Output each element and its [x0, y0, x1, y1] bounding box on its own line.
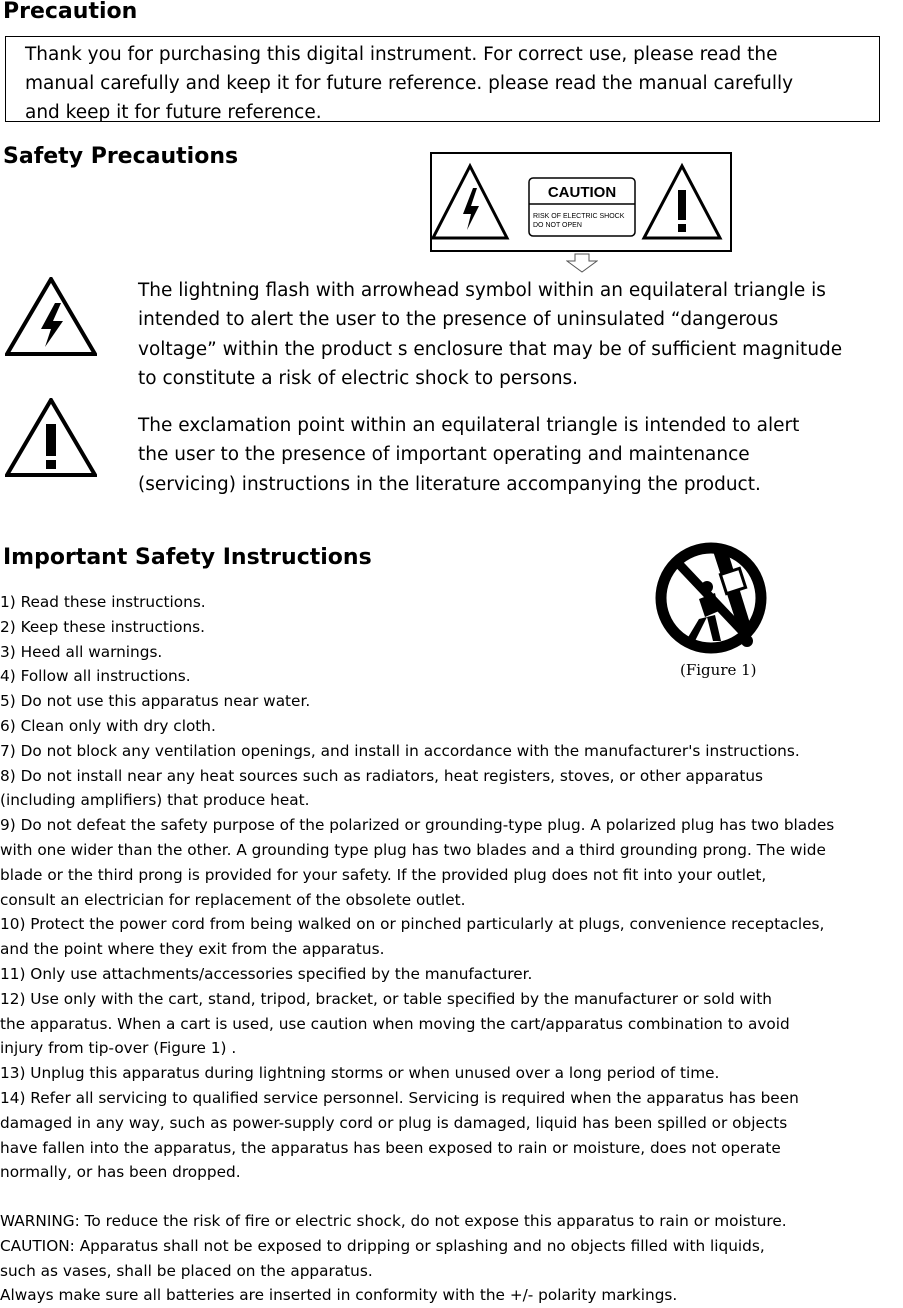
- lightning-line: The lightning flash with arrowhead symbol within an equilateral triangle is: [138, 280, 826, 301]
- intro-line: manual carefully and keep it for future reference. please read the manual carefully: [25, 73, 794, 94]
- caution-label-graphic: [432, 154, 730, 250]
- list-item: 9) Do not defeat the safety purpose of the polarized or grounding-type plug. A polarized plug has two blades: [0, 816, 835, 835]
- lightning-triangle-icon: [433, 166, 507, 238]
- exclamation-line: the user to the presence of important operating and maintenance: [138, 444, 750, 466]
- list-item: consult an electrician for replacement of the obsolete outlet.: [0, 890, 466, 909]
- figure-caption: (Figure 1): [680, 661, 757, 679]
- list-item: (including amplifiers) that produce heat.: [0, 791, 310, 810]
- exclamation-line: (servicing) instructions in the literature accompanying the product.: [138, 473, 761, 495]
- safety-heading: Safety Precautions: [3, 144, 239, 169]
- list-item: 7) Do not block any ventilation openings, and install in accordance with the manufacturer's instructions.: [0, 741, 800, 760]
- warning-line: WARNING: To reduce the risk of fire or electric shock, do not expose this apparatus to rain or moisture.: [0, 1212, 787, 1230]
- lightning-line: to constitute a risk of electric shock to persons.: [138, 367, 579, 389]
- intro-text: [25, 40, 875, 127]
- list-item: 13) Unplug this apparatus during lightning storms or when unused over a long period of time.: [0, 1064, 720, 1083]
- list-item: normally, or has been dropped.: [0, 1163, 241, 1182]
- list-item: 2) Keep these instructions.: [0, 617, 206, 636]
- list-item: 8) Do not install near any heat sources such as radiators, heat registers, stoves, or other apparatus: [0, 766, 764, 785]
- list-item: 5) Do not use this apparatus near water.: [0, 692, 311, 711]
- list-item: 11) Only use attachments/accessories specified by the manufacturer.: [0, 964, 533, 983]
- intro-line: Thank you for purchasing this digital instrument. For correct use, please read the: [25, 44, 778, 65]
- list-item: 12) Use only with the cart, stand, tripod, bracket, or table specified by the manufacturer or sold with: [0, 989, 773, 1008]
- list-item: 10) Protect the power cord from being walked on or pinched particularly at plugs, convenience receptacles,: [0, 915, 825, 934]
- caution-label-line2: DO NOT OPEN: [533, 222, 582, 229]
- list-item: the apparatus. When a cart is used, use caution when moving the cart/apparatus combination to avoid: [0, 1014, 790, 1033]
- exclamation-triangle-icon: [644, 166, 720, 238]
- list-item: 14) Refer all servicing to qualified service personnel. Servicing is required when the apparatus has been: [0, 1088, 799, 1107]
- exclamation-line: The exclamation point within an equilateral triangle is intended to alert: [138, 415, 800, 436]
- intro-line: and keep it for future reference.: [25, 102, 322, 123]
- list-item: injury from tip-over (Figure 1) .: [0, 1039, 237, 1058]
- precaution-heading: Precaution: [3, 0, 138, 24]
- warning-line: such as vases, shall be placed on the apparatus.: [0, 1261, 373, 1280]
- instructions-heading: Important Safety Instructions: [3, 545, 372, 570]
- warning-line: CAUTION: Apparatus shall not be exposed to dripping or splashing and no objects filled with liquids,: [0, 1236, 765, 1255]
- list-item: 4) Follow all instructions.: [0, 667, 191, 686]
- instructions-list: [0, 590, 900, 1185]
- lightning-description: [138, 276, 903, 393]
- list-item: 1) Read these instructions.: [0, 593, 206, 611]
- list-item: blade or the third prong is provided for your safety. If the provided plug does not fit into your outlet,: [0, 865, 767, 884]
- list-item: with one wider than the other. A grounding type plug has two blades and a third grounding prong. The wide: [0, 840, 826, 859]
- list-item: damaged in any way, such as power-supply cord or plug is damaged, liquid has been spilled or objects: [0, 1113, 788, 1132]
- lightning-line: intended to alert the user to the presence of uninsulated “dangerous: [138, 309, 779, 331]
- list-item: 3) Heed all warnings.: [0, 642, 163, 661]
- exclamation-icon: [5, 398, 97, 478]
- exclamation-description: [138, 411, 903, 499]
- list-item: have fallen into the apparatus, the apparatus has been exposed to rain or moisture, does not operate: [0, 1138, 781, 1157]
- list-item: 6) Clean only with dry cloth.: [0, 716, 216, 735]
- caution-label-title: CAUTION: [547, 184, 617, 201]
- down-arrow-icon: [566, 253, 598, 273]
- lightning-icon: [5, 277, 97, 357]
- warning-line: Always make sure all batteries are inserted in conformity with the +/- polarity markings.: [0, 1286, 678, 1305]
- caution-label-line1: RISK OF ELECTRIC SHOCK: [533, 213, 625, 220]
- warnings: [0, 1209, 900, 1308]
- lightning-line: voltage” within the product s enclosure that may be of sufficient magnitude: [138, 338, 843, 360]
- caution-label: [430, 152, 732, 252]
- list-item: and the point where they exit from the apparatus.: [0, 940, 385, 959]
